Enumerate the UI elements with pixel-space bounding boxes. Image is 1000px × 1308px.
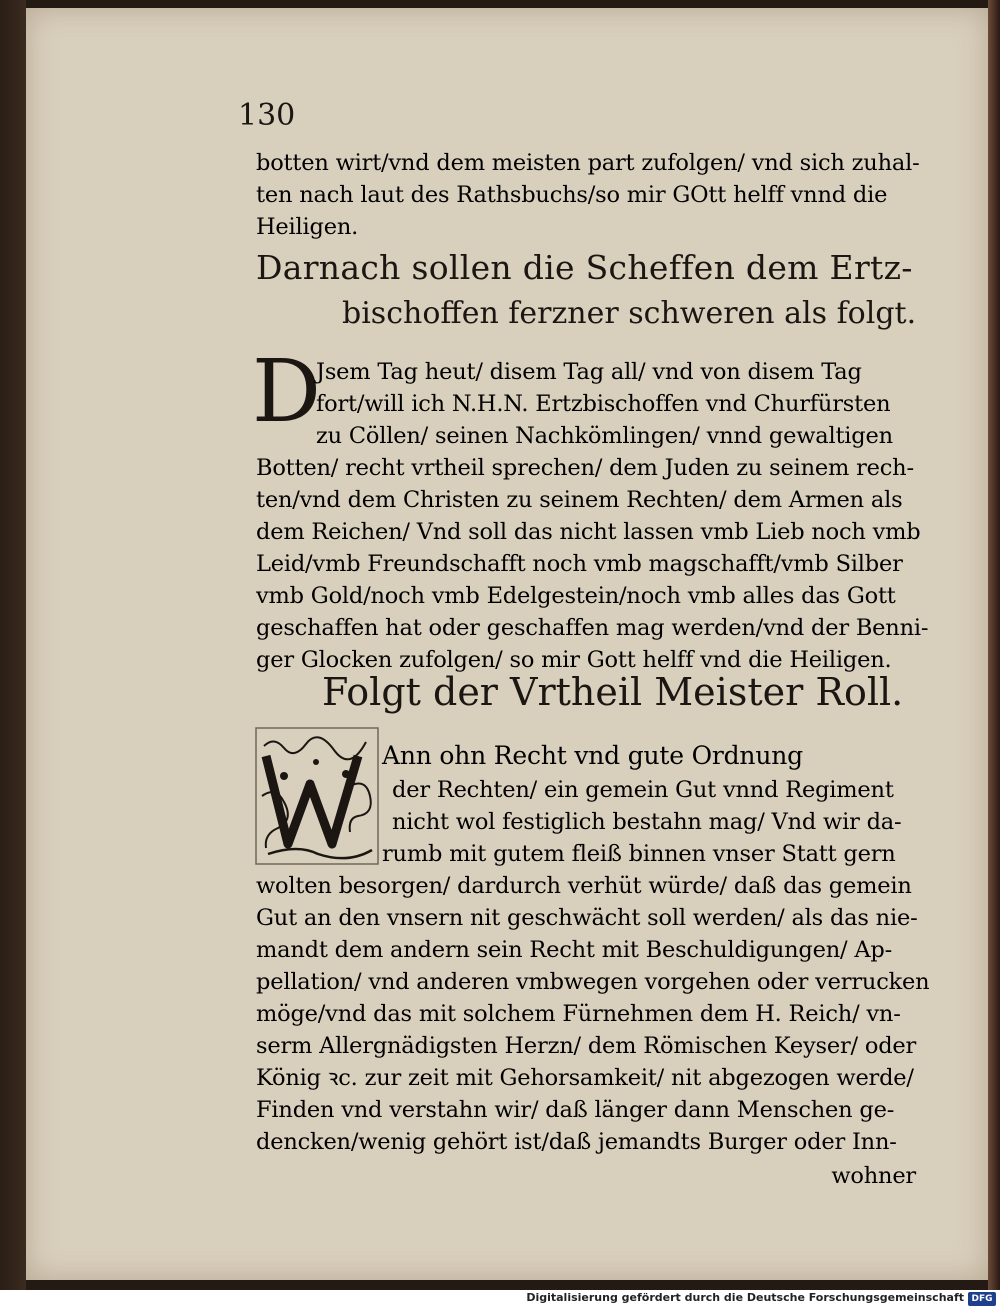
text-line: Jsem Tag heut/ disem Tag all/ vnd von disem Tag xyxy=(316,359,862,385)
section-heading: Folgt der Vrtheil Meister Roll. xyxy=(322,670,904,714)
text-line: zu Cöllen/ seinen Nachkömlingen/ vnnd gewaltigen xyxy=(316,423,893,449)
text-line: ten/vnd dem Christen zu seinem Rechten/ dem Armen als xyxy=(256,487,903,513)
funding-credit: Digitalisierung gefördert durch die Deutsche Forschungsgemeinschaft xyxy=(526,1291,964,1304)
section-heading: Darnach sollen die Scheffen dem Ertz- xyxy=(256,248,913,287)
text-line: vmb Gold/noch vmb Edelgestein/noch vmb alles das Gott xyxy=(256,583,896,609)
catchword: wohner xyxy=(831,1163,916,1189)
text-line: Heiligen. xyxy=(256,214,359,240)
text-line: fort/will ich N.H.N. Ertzbischoffen vnd Churfürsten xyxy=(316,391,891,417)
text-line: möge/vnd das mit solchem Fürnehmen dem H. Reich/ vn- xyxy=(256,1001,901,1027)
text-line: ger Glocken zufolgen/ so mir Gott helff vnd die Heiligen. xyxy=(256,647,892,673)
text-line: geschaffen hat oder geschaffen mag werden/vnd der Benni- xyxy=(256,615,929,641)
text-line: ten nach laut des Rathsbuchs/so mir GOtt helff vnnd die xyxy=(256,182,888,208)
text-line: rumb mit gutem fleiß binnen vnser Statt gern xyxy=(382,841,896,867)
text-line: dem Reichen/ Vnd soll das nicht lassen vmb Lieb noch vmb xyxy=(256,519,921,545)
drop-cap-d: D xyxy=(252,342,321,442)
text-line: Gut an den vnsern nit geschwächt soll werden/ als das nie- xyxy=(256,905,918,931)
text-line: Finden vnd verstahn wir/ daß länger dann Menschen ge- xyxy=(256,1097,895,1123)
text-line: wolten besorgen/ dardurch verhüt würde/ daß das gemein xyxy=(256,873,912,899)
book-gutter xyxy=(0,0,26,1290)
text-line: mandt dem andern sein Recht mit Beschuldigungen/ Ap- xyxy=(256,937,892,963)
text-line: Botten/ recht vrtheil sprechen/ dem Juden zu seinem rech- xyxy=(256,455,914,481)
text-line: botten wirt/vnd dem meisten part zufolgen/ vnd sich zuhal- xyxy=(256,150,920,176)
text-line: Ann ohn Recht vnd gute Ordnung xyxy=(382,741,803,770)
text-line: serm Allergnädigsten Herzn/ dem Römischen Keyser/ oder xyxy=(256,1033,917,1059)
section-heading-continuation: bischoffen ferzner schweren als folgt. xyxy=(342,296,917,331)
text-line: Leid/vmb Freundschafft noch vmb magschafft/vmb Silber xyxy=(256,551,903,577)
dfg-logo-icon: DFG xyxy=(968,1292,996,1306)
text-line: dencken/wenig gehört ist/daß jemandts Burger oder Inn- xyxy=(256,1129,897,1155)
text-line: pellation/ vnd anderen vmbwegen vorgehen oder verrucken xyxy=(256,969,930,995)
book-edge xyxy=(988,0,1000,1290)
text-line: der Rechten/ ein gemein Gut vnnd Regiment xyxy=(392,777,894,803)
page-number: 130 xyxy=(238,98,296,133)
text-line: König ꝛc. zur zeit mit Gehorsamkeit/ nit abgezogen werde/ xyxy=(256,1065,914,1091)
ornament-icon xyxy=(254,726,380,866)
text-line: nicht wol festiglich bestahn mag/ Vnd wir da- xyxy=(392,809,902,835)
ornamental-drop-cap-w xyxy=(254,726,380,866)
